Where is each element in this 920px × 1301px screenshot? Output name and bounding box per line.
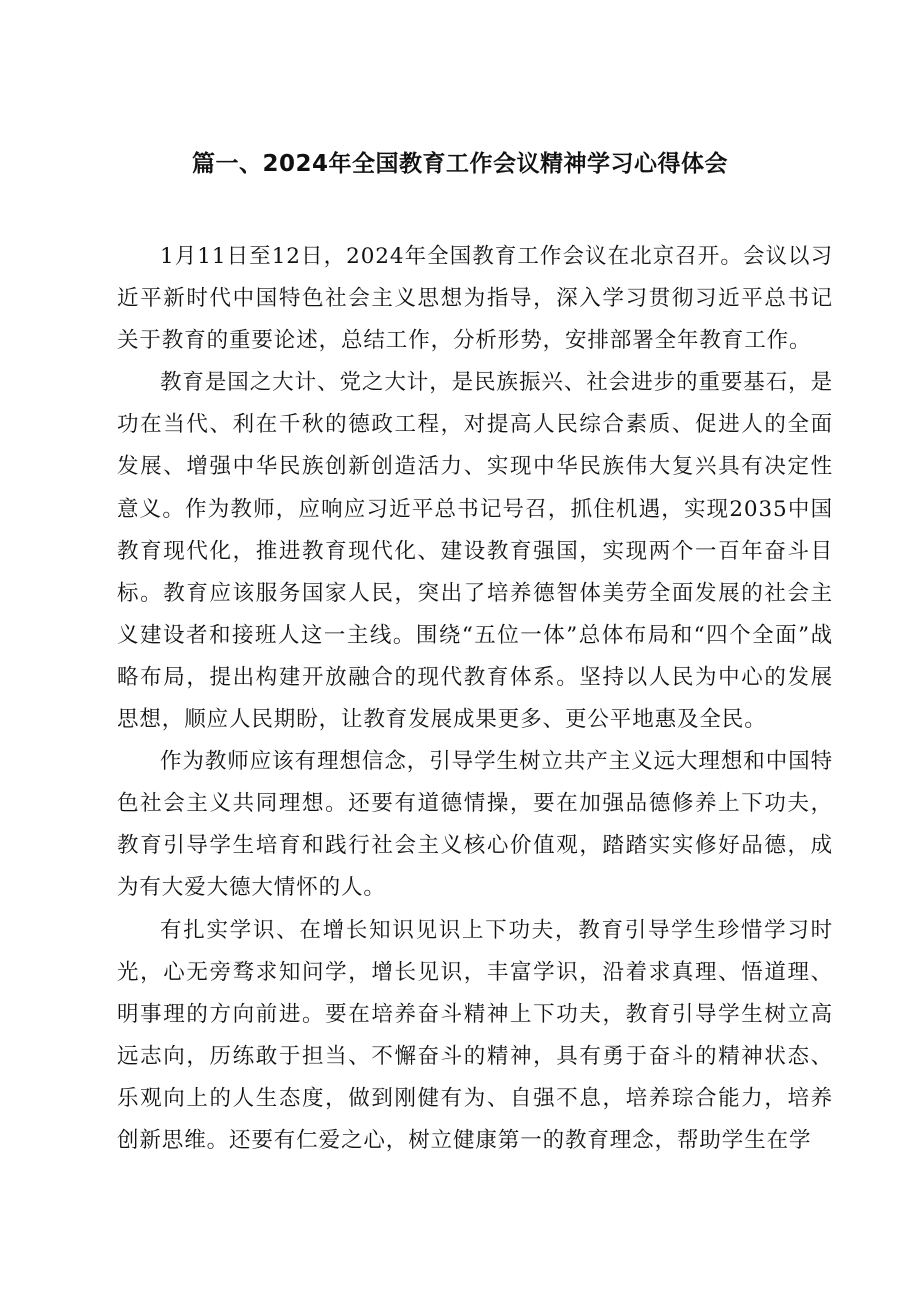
paragraph-4: 有扎实学识、在增长知识见识上下功夫，教育引导学生珍惜学习时光，心无旁骛求知问学，增长见识，丰富学识，沿着求真理、悟道理、明事理的方向前进。要在培养奋斗精神上下功夫，教育引导学生树立高远志向，历练敢于担当、不懈奋斗的精神，具有勇于奋斗的精神状态、乐观向上的人生态度，做到刚健有为、自强不息，培养琮合能力，培养创新思维。还要有仁爱之心，树立健康第一的教育理念，帮助学生在学 bbox=[117, 917, 833, 1153]
document-body bbox=[117, 236, 833, 1162]
paragraph-3: 作为教师应该有理想信念，引导学生树立共产主义远大理想和中国特色社会主义共同理想。还要有道德情操，要在加强品德修养上下功夫，教育引导学生培育和践行社会主义核心价值观，踏踏实实修好品德，成为有大爱大德大情怀的人。 bbox=[117, 749, 833, 901]
document-title: 篇一、2024年全国教育工作会议精神学习心得体会 bbox=[191, 151, 728, 177]
paragraph-2: 教育是国之大计、党之大计，是民族振兴、社会进步的重要基石，是功在当代、利在千秋的德政工程，对提高人民综合素质、促进人的全面发展、增强中华民族创新创造活力、实现中华民族伟大复兴具有决定性意义。作为教师，应响应习近平总书记号召，抓住机遇，实现2035中国教育现代化，推进教育现代化、建设教育强国，实现两个一百年奋斗目标。教育应该服务国家人民，突出了培养德智体美劳全面发展的社会主义建设者和接班人这一主线。围绕“五位一体”总体布局和“四个全面”战略布局，提出构建开放融合的现代教育体系。坚持以人民为中心的发展思想，顺应人民期盼，让教育发展成果更多、更公平地惠及全民。 bbox=[117, 370, 833, 733]
paragraph-1: 1月11日至12日，2024年全国教育工作会议在北京召开。会议以习近平新时代中国特色社会主义思想为指导，深入学习贯彻习近平总书记关于教育的重要论述，总结工作，分析形势，安排部署全年教育工作。 bbox=[117, 244, 833, 354]
